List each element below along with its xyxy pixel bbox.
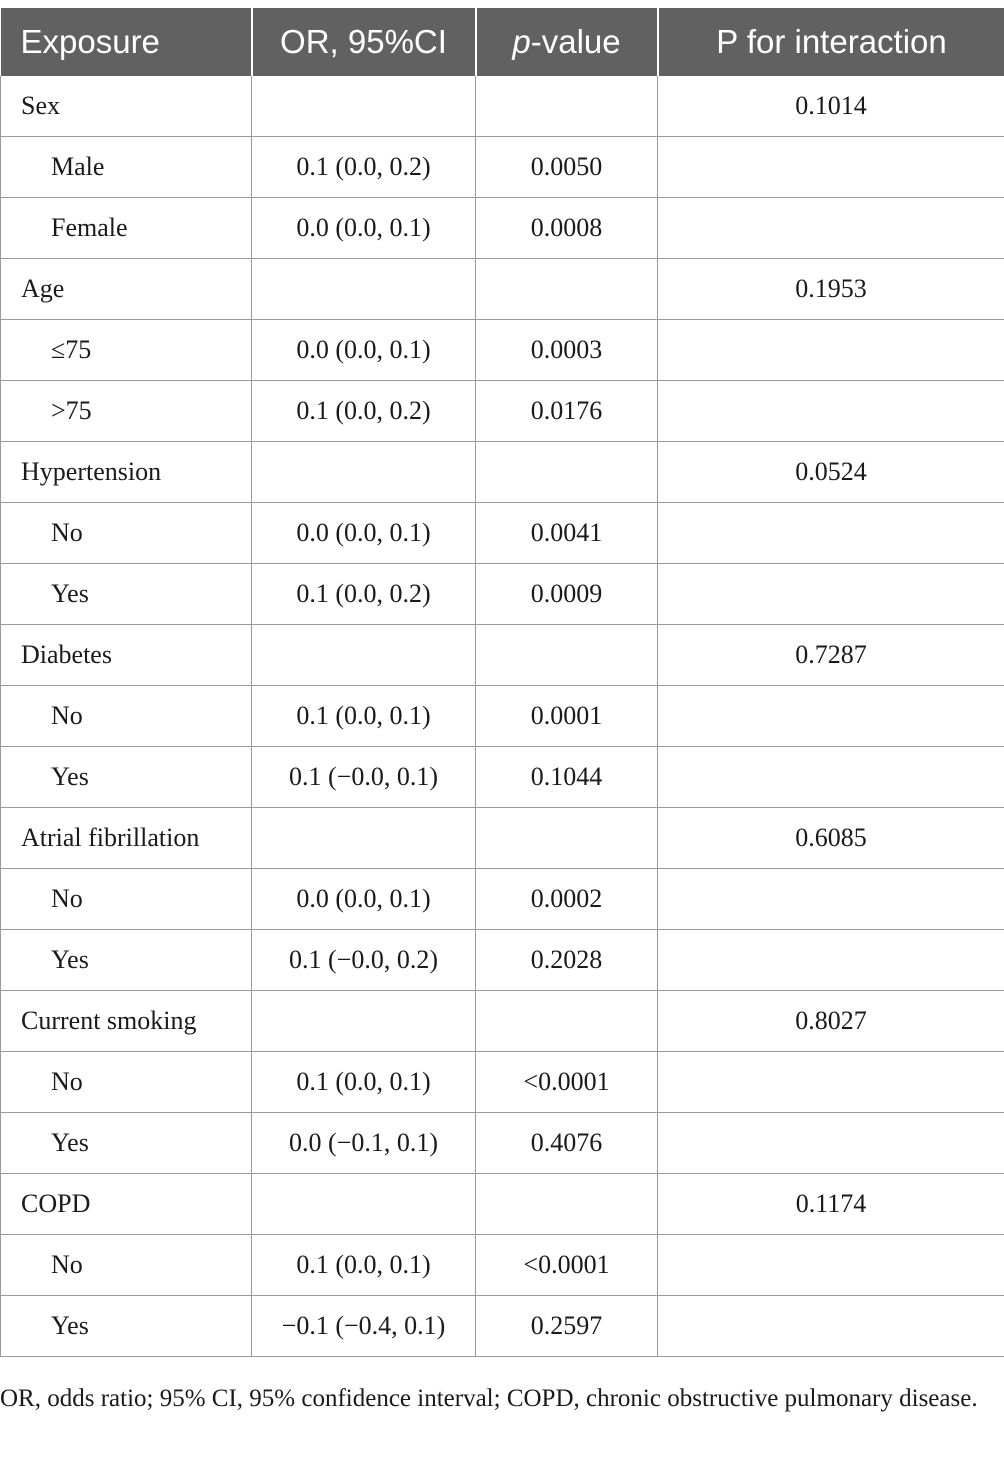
row-or-ci: 0.1 (0.0, 0.2) <box>252 137 476 198</box>
row-or-ci: 0.0 (0.0, 0.1) <box>252 869 476 930</box>
row-label: ≤75 <box>1 320 252 381</box>
row-p-value: 0.0176 <box>476 381 658 442</box>
row-or-ci: 0.1 (−0.0, 0.1) <box>252 747 476 808</box>
table-row <box>1 198 1004 259</box>
row-p-interaction: 0.1953 <box>658 259 1004 320</box>
row-or-ci: 0.1 (0.0, 0.2) <box>252 381 476 442</box>
row-label: Yes <box>1 1113 252 1174</box>
row-p-interaction <box>658 1235 1004 1296</box>
table-row <box>1 625 1004 686</box>
row-p-interaction: 0.7287 <box>658 625 1004 686</box>
row-label: Hypertension <box>1 442 252 503</box>
row-or-ci <box>252 1174 476 1235</box>
row-label: >75 <box>1 381 252 442</box>
row-or-ci <box>252 625 476 686</box>
row-p-interaction <box>658 198 1004 259</box>
table-row <box>1 76 1004 137</box>
row-label: No <box>1 686 252 747</box>
row-p-value: 0.0001 <box>476 686 658 747</box>
row-p-interaction <box>658 381 1004 442</box>
row-label: Diabetes <box>1 625 252 686</box>
row-or-ci <box>252 259 476 320</box>
header-p-italic: p <box>512 23 531 60</box>
row-or-ci: −0.1 (−0.4, 0.1) <box>252 1296 476 1357</box>
row-or-ci: 0.0 (−0.1, 0.1) <box>252 1113 476 1174</box>
row-p-value <box>476 76 658 137</box>
row-label: Female <box>1 198 252 259</box>
row-label: Yes <box>1 564 252 625</box>
table-row <box>1 930 1004 991</box>
row-p-value <box>476 259 658 320</box>
row-label: No <box>1 869 252 930</box>
row-or-ci: 0.1 (0.0, 0.1) <box>252 1052 476 1113</box>
row-p-interaction <box>658 320 1004 381</box>
row-p-value: 0.1044 <box>476 747 658 808</box>
row-p-value: <0.0001 <box>476 1235 658 1296</box>
row-p-value: 0.0003 <box>476 320 658 381</box>
table-row <box>1 381 1004 442</box>
subgroup-analysis-table <box>0 8 1004 1357</box>
row-p-value: 0.2597 <box>476 1296 658 1357</box>
header-p-rest: -value <box>530 23 621 60</box>
row-or-ci <box>252 991 476 1052</box>
row-label: No <box>1 1052 252 1113</box>
row-p-value: <0.0001 <box>476 1052 658 1113</box>
row-p-interaction: 0.6085 <box>658 808 1004 869</box>
table-row <box>1 320 1004 381</box>
row-label: Yes <box>1 1296 252 1357</box>
table-body <box>1 76 1004 1357</box>
table-row <box>1 1052 1004 1113</box>
header-exposure: Exposure <box>1 8 252 76</box>
table-row <box>1 137 1004 198</box>
row-p-value: 0.0009 <box>476 564 658 625</box>
row-p-interaction <box>658 1052 1004 1113</box>
table-row <box>1 1235 1004 1296</box>
row-label: Male <box>1 137 252 198</box>
table-row <box>1 1113 1004 1174</box>
row-label: Age <box>1 259 252 320</box>
row-p-interaction: 0.0524 <box>658 442 1004 503</box>
row-p-interaction <box>658 686 1004 747</box>
row-p-interaction <box>658 137 1004 198</box>
row-p-interaction <box>658 564 1004 625</box>
row-or-ci: 0.0 (0.0, 0.1) <box>252 320 476 381</box>
header-or-ci: OR, 95%CI <box>252 8 476 76</box>
row-p-interaction <box>658 503 1004 564</box>
table-row <box>1 503 1004 564</box>
table-footnote: OR, odds ratio; 95% CI, 95% confidence interval; COPD, chronic obstructive pulmonary disease. <box>0 1385 978 1412</box>
row-p-value <box>476 1174 658 1235</box>
row-p-interaction <box>658 1113 1004 1174</box>
row-p-interaction <box>658 869 1004 930</box>
row-or-ci: 0.1 (0.0, 0.1) <box>252 686 476 747</box>
row-p-interaction: 0.1174 <box>658 1174 1004 1235</box>
row-p-value: 0.0008 <box>476 198 658 259</box>
row-label: Yes <box>1 930 252 991</box>
row-p-value: 0.0041 <box>476 503 658 564</box>
row-or-ci <box>252 808 476 869</box>
row-or-ci: 0.1 (0.0, 0.1) <box>252 1235 476 1296</box>
row-p-interaction <box>658 747 1004 808</box>
table-row <box>1 869 1004 930</box>
table-row <box>1 747 1004 808</box>
row-or-ci: 0.1 (−0.0, 0.2) <box>252 930 476 991</box>
row-label: COPD <box>1 1174 252 1235</box>
row-or-ci: 0.1 (0.0, 0.2) <box>252 564 476 625</box>
row-or-ci <box>252 76 476 137</box>
row-label: No <box>1 503 252 564</box>
row-label: Yes <box>1 747 252 808</box>
row-p-interaction <box>658 930 1004 991</box>
row-or-ci <box>252 442 476 503</box>
table-row <box>1 564 1004 625</box>
table-row <box>1 1296 1004 1357</box>
table-row <box>1 442 1004 503</box>
row-or-ci: 0.0 (0.0, 0.1) <box>252 503 476 564</box>
table-header <box>1 8 1004 76</box>
row-p-value: 0.4076 <box>476 1113 658 1174</box>
table-row <box>1 1174 1004 1235</box>
row-p-value <box>476 442 658 503</box>
table-row <box>1 259 1004 320</box>
row-or-ci: 0.0 (0.0, 0.1) <box>252 198 476 259</box>
row-p-interaction: 0.1014 <box>658 76 1004 137</box>
row-p-value <box>476 808 658 869</box>
row-p-value <box>476 625 658 686</box>
row-p-interaction <box>658 1296 1004 1357</box>
row-p-value: 0.0002 <box>476 869 658 930</box>
table-row <box>1 808 1004 869</box>
row-label: No <box>1 1235 252 1296</box>
row-p-interaction: 0.8027 <box>658 991 1004 1052</box>
table-row <box>1 686 1004 747</box>
row-label: Current smoking <box>1 991 252 1052</box>
header-p-value <box>476 8 658 76</box>
row-p-value <box>476 991 658 1052</box>
row-p-value: 0.0050 <box>476 137 658 198</box>
row-p-value: 0.2028 <box>476 930 658 991</box>
row-label: Atrial fibrillation <box>1 808 252 869</box>
row-label: Sex <box>1 76 252 137</box>
table-row <box>1 991 1004 1052</box>
header-row <box>1 8 1004 76</box>
header-p-interaction: P for interaction <box>658 8 1004 76</box>
